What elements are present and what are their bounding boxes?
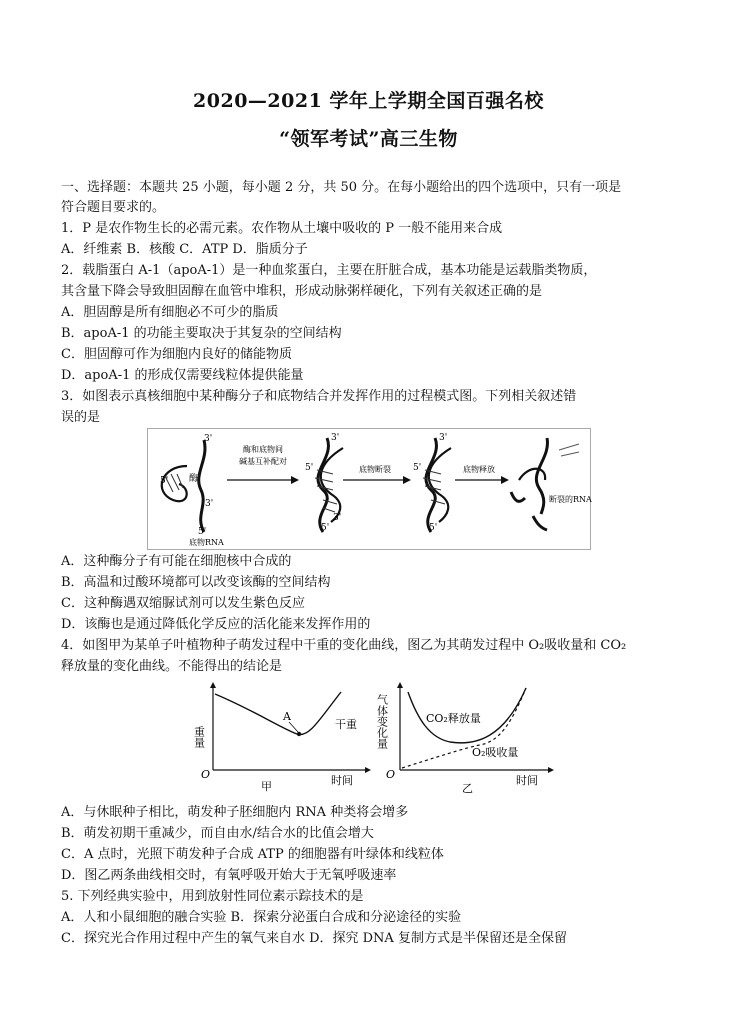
arrow1-label-line1: 酶和底物间 bbox=[243, 445, 283, 454]
q1-stem: 1．P 是农作物生长的必需元素。农作物从土壤中吸收的 P 一般不能用来合成 bbox=[61, 221, 503, 236]
yi-origin: O bbox=[386, 768, 396, 781]
jia-origin: O bbox=[201, 768, 211, 781]
jia-point-a bbox=[297, 732, 301, 736]
jia-dry-weight-curve bbox=[215, 692, 341, 735]
q4-stem-line1: 4．如图甲为某单子叶植物种子萌发过程中干重的变化曲线，图乙为其萌发过程中 O₂吸收量和 CO₂ bbox=[61, 638, 627, 653]
section-intro-line2: 符合题目要求的。 bbox=[61, 200, 166, 215]
q4-option-d: D．图乙两条曲线相交时，有氧呼吸开始大于无氧呼吸速率 bbox=[61, 868, 397, 883]
yi-y-arrow bbox=[397, 682, 403, 688]
yi-x-label: 时间 bbox=[516, 774, 538, 787]
stage2-label-3-bottom: 3' bbox=[333, 513, 342, 523]
stage2-label-3: 3' bbox=[331, 433, 340, 443]
q4-graph-jia bbox=[193, 680, 373, 792]
q2-option-b: B．apoA-1 的功能主要取决于其复杂的空间结构 bbox=[61, 326, 342, 341]
q4-option-c: C．A 点时，光照下萌发种子合成 ATP 的细胞器有叶绿体和线粒体 bbox=[61, 847, 444, 862]
jia-x-arrow bbox=[365, 767, 371, 773]
q2-option-a: A．胆固醇是所有细胞必不可少的脂质 bbox=[61, 305, 279, 320]
stage1-label-3-top: 3' bbox=[204, 434, 213, 444]
yi-y-label: 气体变化量 bbox=[375, 694, 389, 749]
stage2-label-5-bottom: 5' bbox=[321, 523, 330, 533]
q3-enzyme-diagram bbox=[147, 428, 591, 550]
stage2-label-5-left: 5' bbox=[305, 463, 314, 473]
q4-option-a: A．与休眠种子相比，萌发种子胚细胞内 RNA 种类将会增多 bbox=[61, 805, 409, 820]
q5-stem: 5. 下列经典实验中，用到放射性同位素示踪技术的是 bbox=[61, 889, 364, 904]
arrow2-label: 底物断裂 bbox=[359, 465, 391, 474]
stage1-label-3-mid: 3' bbox=[205, 499, 214, 509]
stage3-label-3: 3' bbox=[439, 433, 448, 443]
q4-option-b: B．萌发初期干重减少，而自由水/结合水的比值会增大 bbox=[61, 826, 374, 841]
q2-option-c: C．胆固醇可作为细胞内良好的储能物质 bbox=[61, 347, 292, 362]
q3-option-c: C．这种酶遇双缩脲试剂可以发生紫色反应 bbox=[61, 596, 305, 611]
jia-x-label: 时间 bbox=[331, 774, 353, 787]
q3-stem-line1: 3．如图表示真核细胞中某种酶分子和底物结合并发挥作用的过程模式图。下列相关叙述错 bbox=[61, 389, 577, 404]
yi-o2-label: O₂吸收量 bbox=[472, 746, 519, 759]
q4-graph-yi bbox=[375, 680, 556, 795]
stage1-label-5-left: 5' bbox=[160, 476, 169, 486]
enzyme-label: 酶 bbox=[189, 474, 199, 484]
jia-curve-label: 干重 bbox=[335, 718, 357, 731]
stage3-label-5-left: 5' bbox=[413, 463, 422, 473]
q3-stem-line2: 误的是 bbox=[61, 410, 101, 425]
q2-stem-line1: 2．载脂蛋白 A-1（apoA-1）是一种血浆蛋白，主要在肝脏合成，基本功能是运载脂类物质， bbox=[61, 263, 597, 278]
q1-options: A．纤维素 B．核酸 C．ATP D．脂质分子 bbox=[61, 242, 308, 257]
q3-option-a: A．这种酶分子有可能在细胞核中合成的 bbox=[61, 554, 292, 569]
stage1-label-5-bottom: 5' bbox=[198, 527, 207, 537]
jia-point-a-label: A bbox=[283, 710, 291, 723]
broken-rna-label: 断裂的RNA bbox=[549, 495, 592, 504]
arrow1-label-line2: 碱基互补配对 bbox=[239, 457, 287, 466]
yi-co2-label: CO₂释放量 bbox=[426, 712, 481, 725]
yi-caption: 乙 bbox=[462, 782, 473, 795]
q5-options-line2: C．探究光合作用过程中产生的氧气来自水 D．探究 DNA 复制方式是半保留还是全保留 bbox=[61, 931, 567, 946]
q2-stem-line2: 其含量下降会导致胆固醇在血管中堆积，形成动脉粥样硬化，下列有关叙述正确的是 bbox=[61, 284, 543, 299]
jia-caption: 甲 bbox=[261, 780, 272, 793]
page-title-line1: 2020—2021 学年上学期全国百强名校 bbox=[193, 90, 544, 112]
stage3-label-5-bottom: 5' bbox=[429, 523, 438, 533]
q5-options-line1: A．人和小鼠细胞的融合实验 B．探索分泌蛋白合成和分泌途径的实验 bbox=[61, 910, 462, 925]
section-intro-line1: 一、选择题：本题共 25 小题，每小题 2 分，共 50 分。在每小题给出的四个选项中，只有一项是 bbox=[61, 180, 622, 195]
q3-option-b: B．高温和过酸环境都可以改变该酶的空间结构 bbox=[61, 575, 331, 590]
yi-x-arrow bbox=[548, 767, 554, 773]
arrow3-label: 底物释放 bbox=[463, 465, 495, 474]
q3-option-d: D．该酶也是通过降低化学反应的活化能来发挥作用的 bbox=[61, 617, 371, 632]
q2-option-d: D．apoA-1 的形成仅需要线粒体提供能量 bbox=[61, 368, 304, 383]
page-title-line2: “领军考试”高三生物 bbox=[279, 128, 458, 150]
jia-y-label: 重量 bbox=[192, 726, 206, 748]
substrate-rna-label: 底物RNA bbox=[189, 538, 224, 547]
jia-y-arrow bbox=[210, 682, 216, 688]
q4-stem-line2: 释放量的变化曲线。不能得出的结论是 bbox=[61, 659, 283, 674]
